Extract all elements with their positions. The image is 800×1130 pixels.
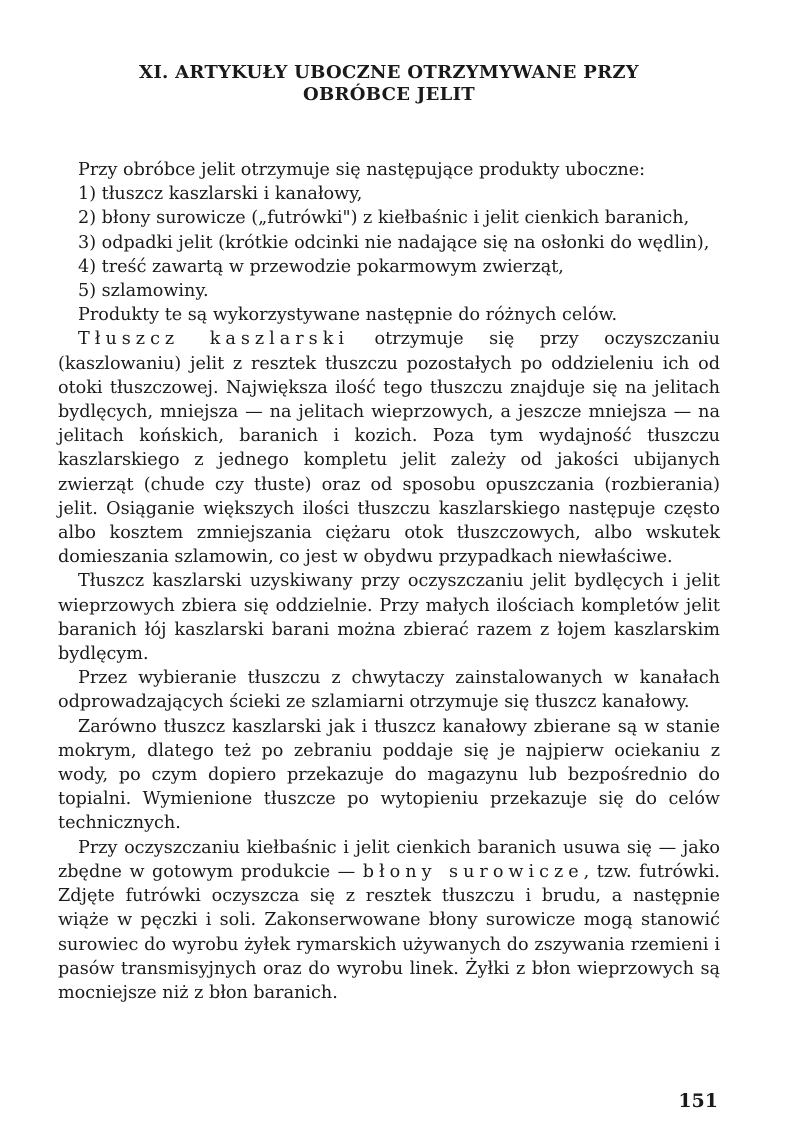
paragraph-kaszlarski-text: otrzymuje się przy oczyszczaniu (kaszlowaniu) jelit z resztek tłuszczu pozostałych po oddzieleniu ich od otoki tłuszczowej. Największa ilość tego tłuszczu znajduje się na jelitach bydlęcych, mniejsza — na jelitach wieprzowych, a jeszcze mniejsza — na jelitach końskich, baranich i kozich. Poza tym wydajność tłuszczu kaszlarskiego z jednego kompletu jelit zależy od jakości ubijanych zwierząt (chude czy tłuste) oraz od sposobu opuszczania (rozbierania) jelit. Osiąganie większych ilości tłuszczu kaszlarskiego następuje często albo kosztem zmniejszania ciężaru otok tłuszczowych, albo wskutek domieszania szlamowin, co jest w obydwu przypadkach niewłaściwe. [58, 329, 720, 568]
list-item-4: 4) treść zawartą w przewodzie pokarmowym zwierząt, [78, 256, 564, 277]
paragraph-kanalowy: Przez wybieranie tłuszczu z chwytaczy zainstalowanych w kanałach odprowadzających ścieki ze szlamiarni otrzymuje się tłuszcz kanałowy. [58, 668, 720, 713]
intro-sentence: Przy obróbce jelit otrzymuje się następujące produkty uboczne: [78, 160, 646, 180]
list-item-2: 2) błony surowicze („futrówki") z kiełbaśnic i jelit cienkich baranich, [78, 208, 690, 229]
paragraph-blony-text: , tzw. futrówki. Zdjęte futrówki oczyszcza się z resztek tłuszczu i brudu, a następnie wiąże w pęczki i soli. Zakonserwowane błony surowicze mogą stanowić surowiec do wyrobu żyłek rymarskich używanych do zszywania rzemieni i pasów transmisyjnych oraz do wyrobu linek. Żyłki z błon wieprzowych są mocniejsze niż z błon baranich. [58, 861, 720, 1003]
chapter-heading-line-1: XI. ARTYKUŁY UBOCZNE OTRZYMYWANE PRZY [139, 62, 639, 83]
page-content [58, 62, 720, 1005]
paragraph-kaszlarski [58, 327, 720, 569]
chapter-heading [58, 62, 720, 106]
paragraph-blony-start: Przy oczyszczaniu kiełbaśnic i jelit cienkich baranich usuwa się — jako zbędne w gotowym produkcie — [58, 837, 720, 882]
list-item-3: 3) odpadki jelit (krótkie odcinki nie nadające się na osłonki do wędlin), [78, 232, 710, 253]
list-item-1: 1) tłuszcz kaszlarski i kanałowy, [78, 184, 363, 205]
paragraph-collection: Tłuszcz kaszlarski uzyskiwany przy oczyszczaniu jelit bydlęcych i jelit wieprzowych zbiera się oddzielnie. Przy małych ilościach kompletów jelit baranich łój kaszlarski barani można zbierać razem z łojem kaszlarskim bydlęcym. [58, 571, 720, 665]
paragraph-purposes: Produkty te są wykorzystywane następnie do różnych celów. [78, 305, 618, 326]
chapter-heading-line-2: OBRÓBCE JELIT [303, 84, 475, 105]
paragraph-blony [58, 836, 720, 1005]
page-number: 151 [678, 1090, 718, 1112]
term-blony-surowicze: błony surowicze [362, 861, 584, 882]
list-item-5: 5) szlamowiny. [78, 281, 209, 302]
term-tluszcz-kaszlarski: Tłuszcz kaszlarski [78, 329, 349, 350]
paragraph-wet-state: Zarówno tłuszcz kaszlarski jak i tłuszcz kanałowy zbierane są w stanie mokrym, dlatego też po zebraniu poddaje się je najpierw ociekaniu z wody, po czym dopiero przekazuje do magazynu lub bezpośrednio do topialni. Wymienione tłuszcze po wytopieniu przekazuje się do celów technicznych. [58, 716, 720, 834]
